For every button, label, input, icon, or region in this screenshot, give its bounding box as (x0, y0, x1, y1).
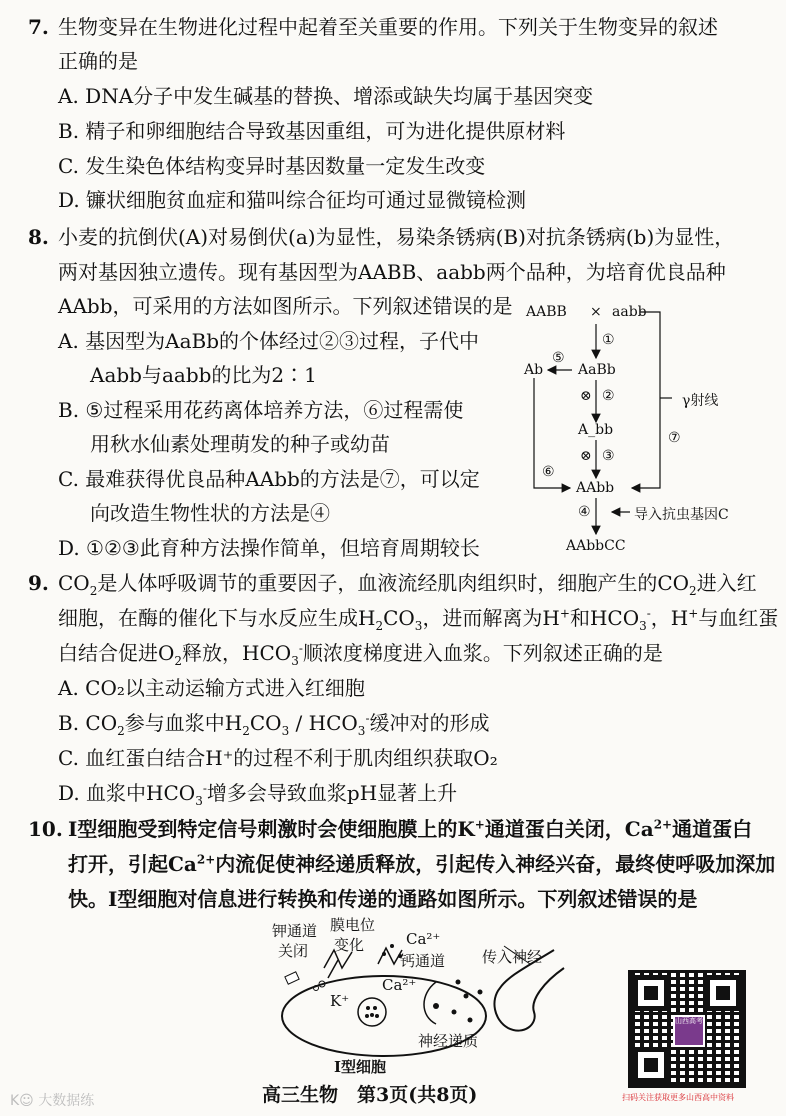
q7-option-b[interactable]: B. 精子和卵细胞结合导致基因重组，可为进化提供原材料 (58, 119, 566, 143)
qr-caption: 扫码关注获取更多山西高中资料 (622, 1093, 734, 1102)
step-1-label: ① (602, 332, 615, 348)
ca-ion-top-label: Ca²⁺ (406, 930, 441, 948)
q8-stem-line-3: AAbb，可采用的方法如图所示。下列叙述错误的是 (58, 294, 513, 318)
target-aabb: AAbb (576, 480, 615, 496)
q9-stem-line-3: 白结合促进$O_2$释放，$HCO_3^-$顺浓度梯度进入血浆。下列叙述正确的是 (58, 641, 663, 668)
final-aabbcc: AAbbCC (566, 538, 626, 554)
watermark: K☺ 大数据练 (10, 1093, 95, 1109)
afferent-nerve-label: 传入神经 (482, 948, 543, 966)
neurotransmitter-label: 神经递质 (418, 1032, 479, 1050)
membrane-potential-label-2: 变化 (334, 936, 365, 954)
ca-ion-inner-label: Ca²⁺ (382, 976, 417, 994)
selfing-symbol-1: ⊗ (580, 388, 592, 404)
q7-option-c[interactable]: C. 发生染色体结构变异时基因数量一定发生改变 (58, 154, 486, 178)
k-channel-closed-label-2: 关闭 (278, 942, 309, 960)
q8-stem-line-1: 小麦的抗倒伏(A)对易倒伏(a)为显性，易染条锈病(B)对抗条锈病(b)为显性， (58, 225, 735, 249)
calcium-channel-label: 钙通道 (400, 952, 446, 970)
q8-option-a-line-1[interactable]: A. 基因型为AaBb的个体经过②③过程，子代中 (58, 329, 480, 353)
q8-stem-line-2: 两对基因独立遗传。现有基因型为AABB、aabb两个品种，为培育优良品种 (58, 260, 726, 284)
q8-option-d[interactable]: D. ①②③此育种方法操作简单，但培育周期较长 (58, 536, 480, 560)
step-4-label: ④ (578, 504, 591, 520)
membrane-potential-label-1: 膜电位 (330, 916, 376, 934)
q10-stem-line-3: 快。Ⅰ型细胞对信息进行转换和传递的通路如图所示。下列叙述错误的是 (68, 887, 698, 911)
breeding-diagram (520, 300, 780, 560)
q7-number: 7. (28, 15, 49, 39)
q9-option-b[interactable]: B. $CO_2$参与血浆中$H_2CO_3 / HCO_3^-$缓冲对的形成 (58, 711, 490, 738)
a-bb-genotype: A_bb (578, 422, 614, 438)
q8-option-b-line-1[interactable]: B. ⑤过程采用花药离体培养方法，⑥过程需使 (58, 398, 464, 422)
qr-center-logo: 山西高考 (673, 1015, 705, 1047)
step-2-label: ② (602, 388, 615, 404)
step-7-label: ⑦ (668, 430, 681, 446)
q8-option-c-line-2: 向改造生物性状的方法是④ (90, 501, 330, 525)
q9-option-c[interactable]: C. 血红蛋白结合H⁺的过程不利于肌肉组织获取O₂ (58, 746, 498, 770)
parent-aabb-recessive: aabb (612, 304, 647, 320)
step-6-label: ⑥ (542, 464, 555, 480)
q10-stem-line-1: Ⅰ型细胞受到特定信号刺激时会使细胞膜上的K+通道蛋白关闭，$Ca^{2+}$通道蛋白 (68, 817, 753, 841)
k-ion-label: K⁺ (330, 992, 350, 1010)
q8-option-a-line-2: Aabb与aabb的比为2∶1 (90, 363, 317, 387)
q9-stem-line-1: $CO_2$是人体呼吸调节的重要因子，血液流经肌肉组织时，细胞产生的$CO_2$进入红 (58, 571, 757, 598)
qr-finder-top-left (633, 975, 669, 1011)
gamma-ray-label: γ射线 (682, 393, 719, 409)
step-3-label: ③ (602, 448, 615, 464)
q9-option-a[interactable]: A. CO₂以主动运输方式进入红细胞 (58, 676, 365, 700)
f1-aabb: AaBb (578, 362, 616, 378)
step-5-label: ⑤ (552, 350, 565, 366)
selfing-symbol-2: ⊗ (580, 448, 592, 464)
q8-number: 8. (28, 225, 49, 249)
cross-symbol: × (590, 304, 602, 320)
q7-option-a[interactable]: A. DNA分子中发生碱基的替换、增添或缺失均属于基因突变 (58, 84, 594, 108)
page-footer: 高三生物 第3页(共8页) (262, 1084, 478, 1106)
q7-stem-line-1: 生物变异在生物进化过程中起着至关重要的作用。下列关于生物变异的叙述 (58, 15, 718, 39)
qr-code[interactable] (628, 970, 746, 1088)
type1-cell-label: Ⅰ型细胞 (334, 1058, 387, 1076)
q8-option-c-line-1[interactable]: C. 最难获得优良品种AAbb的方法是⑦，可以定 (58, 467, 480, 491)
q8-option-b-line-2: 用秋水仙素处理萌发的种子或幼苗 (90, 432, 390, 456)
q9-option-d[interactable]: D. 血浆中$HCO_3^-$增多会导致血浆pH显著上升 (58, 781, 458, 808)
qr-finder-bottom-left (633, 1047, 669, 1083)
q9-stem-line-2: 细胞，在酶的催化下与水反应生成$H_2CO_3$，进而解离为H+和$HCO_3^-$，H+与血红蛋 (58, 606, 779, 633)
type1-cell-diagram (268, 916, 568, 1076)
q10-stem-line-2: 打开，引起$Ca^{2+}$内流促使神经递质释放，引起传入神经兴奋，最终使呼吸加深加 (68, 852, 776, 876)
parent-aabb-dominant: AABB (526, 304, 567, 320)
import-gene-label: 导入抗虫基因C (634, 507, 729, 523)
q10-number: 10. (28, 817, 63, 841)
qr-finder-top-right (705, 975, 741, 1011)
k-channel-closed-label-1: 钾通道 (272, 922, 318, 940)
q7-option-d[interactable]: D. 镰状细胞贫血症和猫叫综合征均可通过显微镜检测 (58, 188, 527, 212)
q9-number: 9. (28, 571, 49, 595)
q7-stem-line-2: 正确的是 (58, 49, 138, 73)
haploid-ab: Ab (524, 362, 544, 378)
